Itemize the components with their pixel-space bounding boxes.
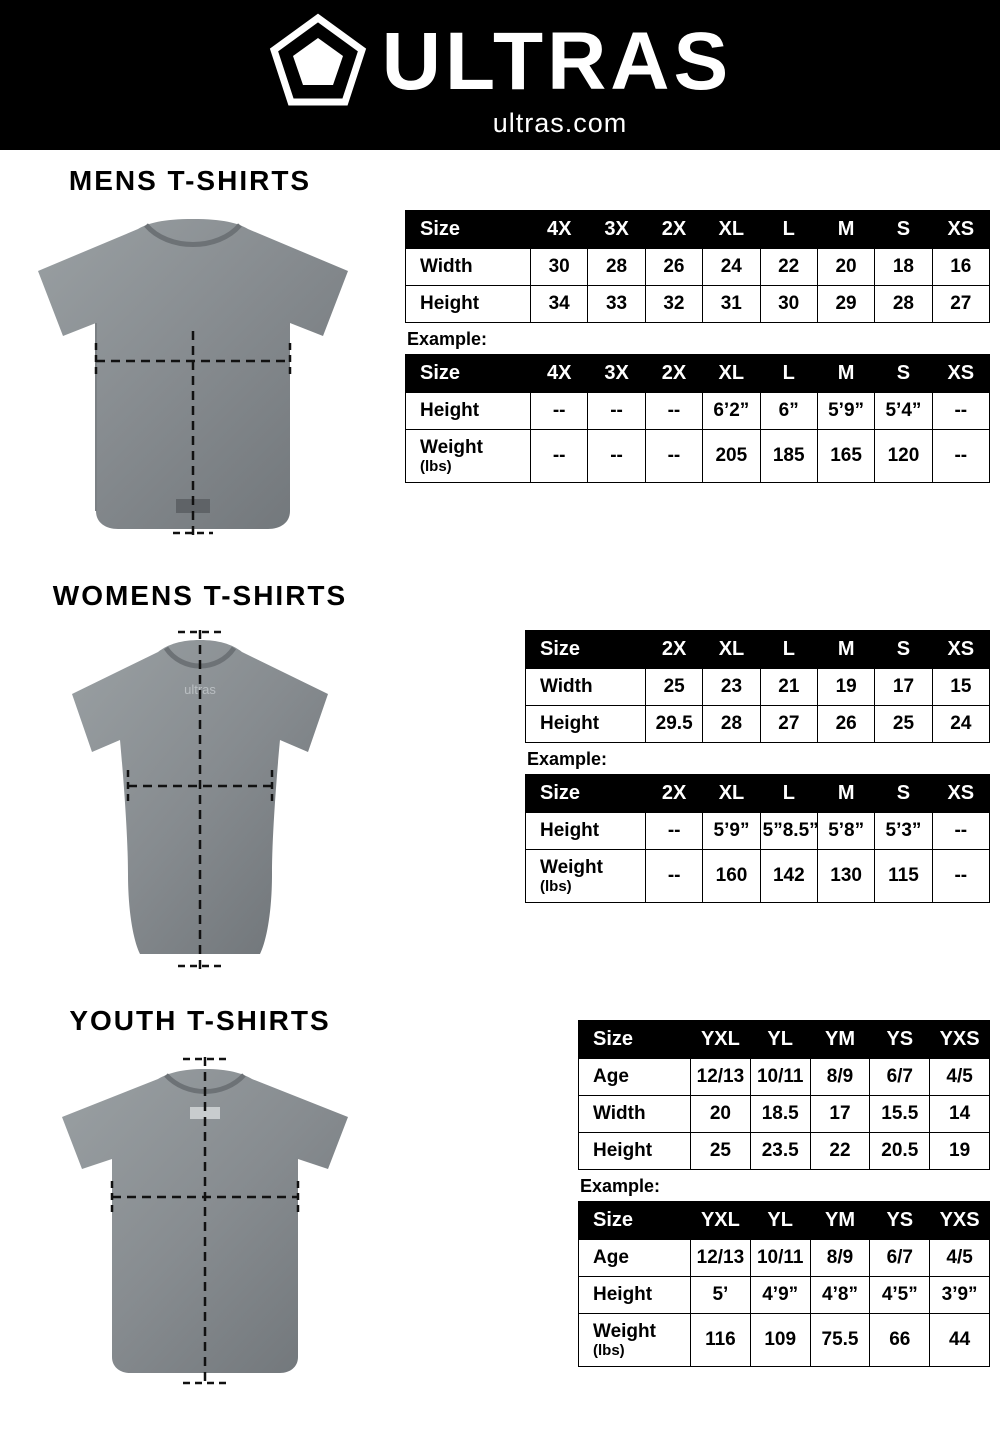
- table-cell: 33: [588, 286, 645, 323]
- table-cell: 8/9: [810, 1059, 870, 1096]
- table-cell: 24: [703, 249, 760, 286]
- table-cell: 5’9”: [817, 393, 874, 430]
- table-header-label: Size: [406, 355, 531, 393]
- row-label: Width: [579, 1096, 691, 1133]
- table-header-label: Size: [526, 775, 646, 813]
- table-header-cell: L: [760, 211, 817, 249]
- table-header-label: Size: [579, 1202, 691, 1240]
- table-cell: 4’9”: [750, 1277, 810, 1314]
- table-row: [406, 249, 990, 286]
- row-label-sub: (lbs): [593, 1342, 625, 1359]
- mens-tables: [405, 210, 990, 483]
- table-header-cell: XL: [703, 355, 760, 393]
- table-row: [579, 1133, 990, 1170]
- page-header: [0, 0, 1000, 150]
- row-label: Height: [406, 393, 531, 430]
- womens-tshirt-image: [40, 624, 420, 974]
- table-cell: --: [932, 813, 989, 850]
- mens-section-title: MENS T-SHIRTS: [68, 165, 312, 196]
- table-row: [579, 1314, 990, 1367]
- table-cell: 18.5: [750, 1096, 810, 1133]
- table-header-cell: YXS: [930, 1202, 990, 1240]
- table-header-cell: 2X: [646, 775, 703, 813]
- table-cell: 8/9: [810, 1240, 870, 1277]
- table-cell: 6/7: [870, 1059, 930, 1096]
- row-label: Weight (lbs): [579, 1314, 691, 1367]
- youth-section-title: YOUTH T-SHIRTS: [69, 1005, 331, 1036]
- table-cell: 4’5”: [870, 1277, 930, 1314]
- mens-example-table: [405, 354, 990, 483]
- table-cell: 27: [932, 286, 989, 323]
- table-cell: 19: [817, 669, 874, 706]
- table-cell: --: [531, 430, 588, 483]
- table-header-cell: XS: [932, 211, 989, 249]
- table-row: [526, 706, 990, 743]
- table-cell: 12/13: [691, 1240, 751, 1277]
- youth-tables: [578, 1020, 990, 1367]
- row-label: Age: [579, 1240, 691, 1277]
- svg-text:ultras: ultras: [184, 682, 216, 697]
- table-cell: 20: [817, 249, 874, 286]
- table-header-cell: XL: [703, 631, 760, 669]
- table-cell: 28: [588, 249, 645, 286]
- table-header-cell: YXL: [691, 1202, 751, 1240]
- table-cell: --: [932, 430, 989, 483]
- brand-name: ULTRAS: [381, 16, 733, 108]
- womens-size-table: [525, 630, 990, 743]
- table-header-label: Size: [526, 631, 646, 669]
- table-header-cell: YM: [810, 1021, 870, 1059]
- table-header-cell: 4X: [531, 211, 588, 249]
- table-cell: --: [588, 393, 645, 430]
- row-label: Height: [579, 1133, 691, 1170]
- table-cell: 28: [875, 286, 932, 323]
- table-header-cell: XL: [703, 775, 760, 813]
- table-cell: 4/5: [930, 1240, 990, 1277]
- table-header-cell: YXL: [691, 1021, 751, 1059]
- table-header-cell: M: [817, 211, 874, 249]
- table-cell: 26: [817, 706, 874, 743]
- table-row: [579, 1096, 990, 1133]
- table-header-cell: M: [817, 631, 874, 669]
- table-cell: 5’4”: [875, 393, 932, 430]
- womens-tables: [525, 630, 990, 903]
- table-cell: 160: [703, 850, 760, 903]
- table-cell: --: [932, 850, 989, 903]
- table-cell: 21: [760, 669, 817, 706]
- table-cell: 10/11: [750, 1240, 810, 1277]
- table-row: [406, 430, 990, 483]
- table-cell: 32: [645, 286, 702, 323]
- table-header-cell: XS: [932, 355, 989, 393]
- row-label: Height: [406, 286, 531, 323]
- table-header-cell: L: [760, 775, 817, 813]
- youth-size-table: [578, 1020, 990, 1170]
- table-cell: 115: [875, 850, 932, 903]
- table-cell: 165: [817, 430, 874, 483]
- table-header-cell: YL: [750, 1202, 810, 1240]
- table-header-label: Size: [579, 1021, 691, 1059]
- table-cell: 109: [750, 1314, 810, 1367]
- womens-example-label: Example:: [527, 749, 608, 769]
- table-cell: 5”8.5”: [760, 813, 817, 850]
- table-cell: 30: [760, 286, 817, 323]
- table-cell: 17: [875, 669, 932, 706]
- table-row: [406, 286, 990, 323]
- table-cell: 142: [760, 850, 817, 903]
- row-label: Height: [526, 706, 646, 743]
- mens-tshirt-image: [18, 211, 400, 541]
- table-header-cell: XS: [932, 775, 989, 813]
- table-cell: 5’9”: [703, 813, 760, 850]
- table-cell: --: [588, 430, 645, 483]
- youth-example-table: [578, 1201, 990, 1367]
- table-cell: 4’8”: [810, 1277, 870, 1314]
- table-header-cell: 2X: [645, 355, 702, 393]
- pentagon-logo-icon: [268, 12, 368, 112]
- table-header-cell: 4X: [531, 355, 588, 393]
- table-header-cell: S: [875, 211, 932, 249]
- row-label-sub: (lbs): [540, 878, 572, 895]
- table-cell: 10/11: [750, 1059, 810, 1096]
- table-cell: 31: [703, 286, 760, 323]
- row-label: Weight (lbs): [526, 850, 646, 903]
- table-cell: 6”: [760, 393, 817, 430]
- mens-example-label: Example:: [407, 329, 488, 349]
- row-label: Age: [579, 1059, 691, 1096]
- table-cell: 66: [870, 1314, 930, 1367]
- table-cell: --: [645, 430, 702, 483]
- table-row: [526, 669, 990, 706]
- table-cell: 30: [531, 249, 588, 286]
- table-header-cell: 3X: [588, 355, 645, 393]
- table-cell: 4/5: [930, 1059, 990, 1096]
- table-header-cell: L: [760, 631, 817, 669]
- table-header-cell: 2X: [645, 211, 702, 249]
- table-cell: 28: [703, 706, 760, 743]
- table-cell: 23: [703, 669, 760, 706]
- table-cell: 6’2”: [703, 393, 760, 430]
- table-cell: 17: [810, 1096, 870, 1133]
- brand-block: [0, 12, 1000, 139]
- table-header-cell: M: [817, 355, 874, 393]
- table-header-cell: S: [875, 775, 932, 813]
- table-header-cell: 3X: [588, 211, 645, 249]
- row-label: Width: [526, 669, 646, 706]
- youth-tshirt-image: [40, 1049, 420, 1389]
- table-header-cell: XS: [932, 631, 989, 669]
- table-cell: 25: [875, 706, 932, 743]
- table-cell: 18: [875, 249, 932, 286]
- table-cell: --: [645, 393, 702, 430]
- table-cell: 27: [760, 706, 817, 743]
- row-label: Height: [579, 1277, 691, 1314]
- row-label-sub: (lbs): [420, 458, 452, 475]
- table-cell: --: [646, 813, 703, 850]
- table-cell: 25: [691, 1133, 751, 1170]
- table-cell: 15.5: [870, 1096, 930, 1133]
- table-cell: 120: [875, 430, 932, 483]
- table-cell: 23.5: [750, 1133, 810, 1170]
- table-cell: 130: [817, 850, 874, 903]
- table-cell: --: [646, 850, 703, 903]
- table-cell: 20.5: [870, 1133, 930, 1170]
- womens-section-title: WOMENS T-SHIRTS: [52, 580, 348, 611]
- table-cell: 15: [932, 669, 989, 706]
- row-label: Height: [526, 813, 646, 850]
- womens-section: [0, 580, 420, 974]
- table-row: [579, 1059, 990, 1096]
- table-row: [406, 393, 990, 430]
- row-label: Width: [406, 249, 531, 286]
- table-cell: 185: [760, 430, 817, 483]
- table-cell: 19: [930, 1133, 990, 1170]
- table-cell: 3’9”: [930, 1277, 990, 1314]
- table-row: [526, 850, 990, 903]
- table-row: [579, 1240, 990, 1277]
- table-cell: 16: [932, 249, 989, 286]
- table-cell: 29.5: [646, 706, 703, 743]
- table-cell: 205: [703, 430, 760, 483]
- table-cell: 14: [930, 1096, 990, 1133]
- table-cell: 34: [531, 286, 588, 323]
- table-header-label: Size: [406, 211, 531, 249]
- table-row: [526, 813, 990, 850]
- table-cell: 116: [691, 1314, 751, 1367]
- table-header-cell: YS: [870, 1021, 930, 1059]
- table-cell: 44: [930, 1314, 990, 1367]
- table-cell: 6/7: [870, 1240, 930, 1277]
- table-cell: 5’8”: [817, 813, 874, 850]
- table-header-cell: M: [817, 775, 874, 813]
- table-cell: 25: [646, 669, 703, 706]
- table-cell: --: [932, 393, 989, 430]
- brand-website: ultras.com: [492, 108, 628, 138]
- youth-section: [0, 1005, 420, 1389]
- table-cell: 24: [932, 706, 989, 743]
- youth-example-label: Example:: [580, 1176, 661, 1196]
- table-header-cell: YM: [810, 1202, 870, 1240]
- table-header-cell: S: [875, 631, 932, 669]
- table-header-cell: 2X: [646, 631, 703, 669]
- table-cell: 22: [810, 1133, 870, 1170]
- row-label: Weight (lbs): [406, 430, 531, 483]
- table-header-cell: YS: [870, 1202, 930, 1240]
- mens-size-table: [405, 210, 990, 323]
- table-header-cell: L: [760, 355, 817, 393]
- womens-example-table: [525, 774, 990, 903]
- table-header-cell: S: [875, 355, 932, 393]
- table-header-cell: YL: [750, 1021, 810, 1059]
- table-header-cell: XL: [703, 211, 760, 249]
- table-cell: 5’: [691, 1277, 751, 1314]
- table-cell: 5’3”: [875, 813, 932, 850]
- table-cell: 20: [691, 1096, 751, 1133]
- table-row: [579, 1277, 990, 1314]
- table-cell: 75.5: [810, 1314, 870, 1367]
- table-cell: 12/13: [691, 1059, 751, 1096]
- table-cell: 26: [645, 249, 702, 286]
- table-cell: 29: [817, 286, 874, 323]
- mens-section: [0, 165, 400, 541]
- table-header-cell: YXS: [930, 1021, 990, 1059]
- table-cell: --: [531, 393, 588, 430]
- table-cell: 22: [760, 249, 817, 286]
